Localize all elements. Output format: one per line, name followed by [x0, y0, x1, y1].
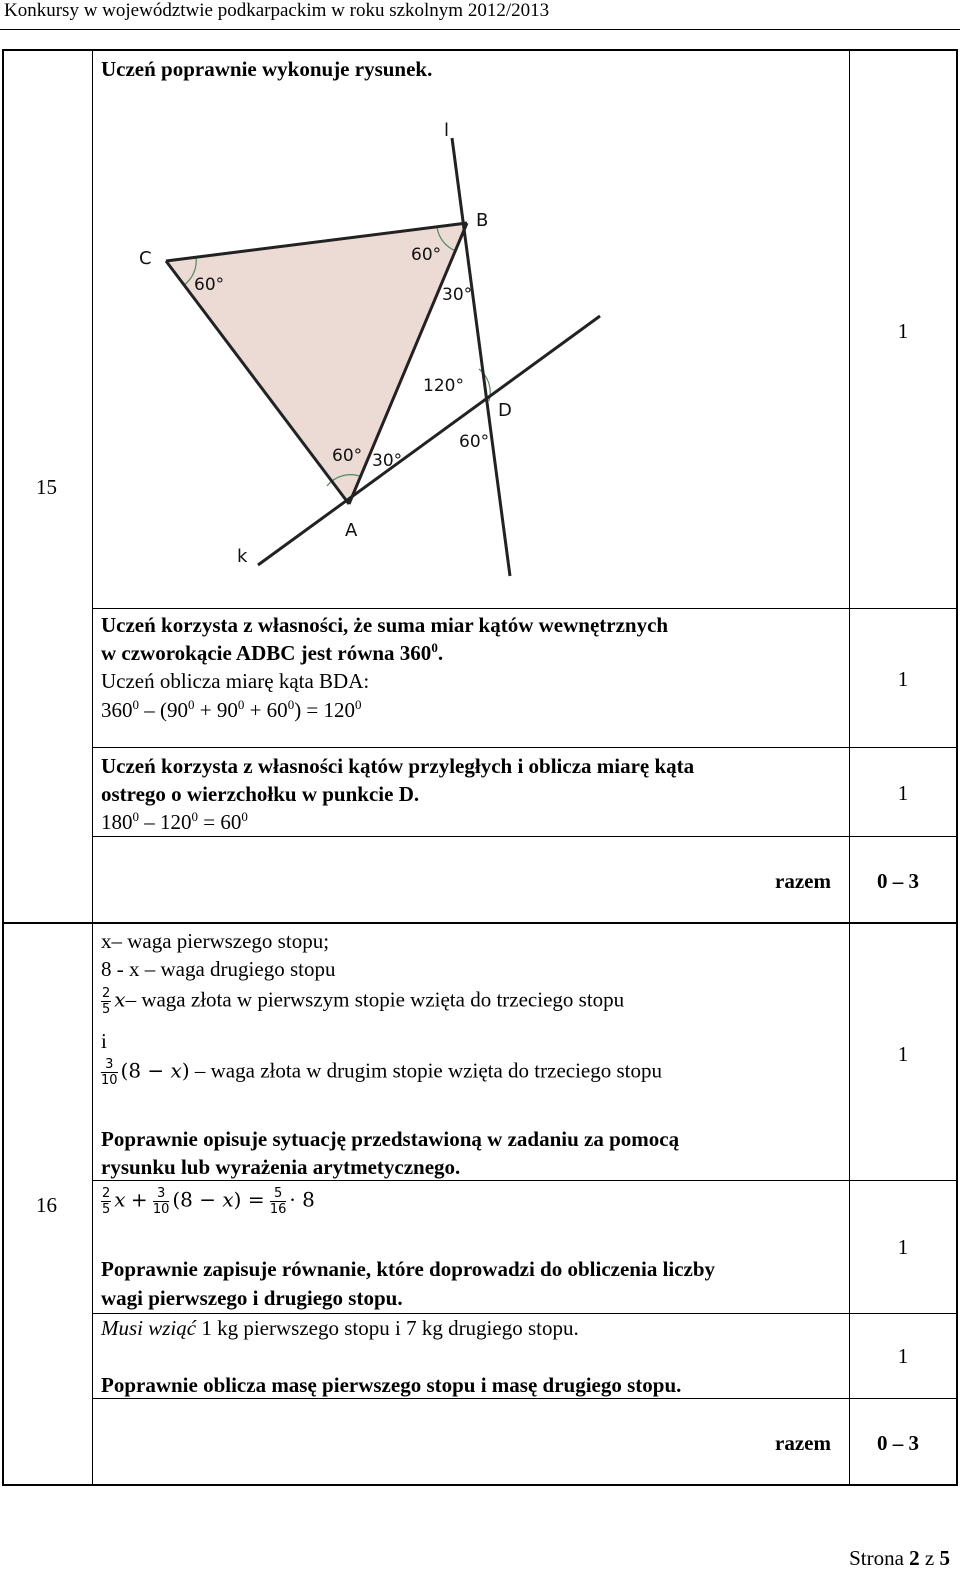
angle-c-60: 60° [194, 275, 225, 295]
label-c: C [139, 248, 152, 269]
task-15-draw-points: 1 [897, 319, 909, 343]
task-15-step3-line2: ostrego o wierzchołku w punkcie D. [101, 782, 420, 806]
task-15-razem-label: razem [775, 869, 831, 893]
task-15-step2-points: 1 [897, 667, 909, 691]
task-16-step5-line1: Poprawnie oblicza masę pierwszego stopu i masę drugiego stopu. [101, 1373, 682, 1397]
task-16-step2-line2: rysunku lub wyrażenia arytmetycznego. [101, 1155, 461, 1179]
task-16-line2: 8 - x – waga drugiego stopu [101, 957, 336, 981]
task-16-razem-value: 0 – 3 [877, 1431, 919, 1455]
fraction-2-5: $\frac{2}{5}$ [102, 986, 111, 1017]
task-16-line1: x– waga pierwszego stopu; [101, 929, 330, 953]
task-15-step3-points: 1 [897, 781, 909, 805]
label-a: A [345, 520, 358, 541]
task-15-razem-value: 0 – 3 [877, 869, 919, 893]
task-16-line5: $\frac{3}{10}$ (8 − 𝑥) – waga złota w drugim stopie wzięta do trzeciego stopu [101, 1057, 662, 1088]
header-divider [0, 29, 960, 30]
label-d: D [498, 400, 512, 421]
page-header: Konkursy w województwie podkarpackim w roku szkolnym 2012/2013 [4, 0, 550, 21]
task-15-step3-equation: $180^0 - 120^0 = 60^0$ [101, 809, 248, 834]
angle-b-30: 30° [442, 285, 473, 305]
task-15-step3-line1: Uczeń korzysta z własności kątów przyległych i oblicza miarę kąta [101, 754, 695, 778]
label-l: l [444, 120, 450, 141]
task-16-step4: Musi wziąć 1 kg pierwszego stopu i 7 kg drugiego stopu. [101, 1316, 579, 1340]
label-b: B [476, 210, 489, 231]
angle-d-120: 120° [423, 376, 464, 396]
task-15-step2-line3: Uczeń oblicza miarę kąta BDA: [101, 669, 370, 693]
task-16-step3-line2: wagi pierwszego i drugiego stopu. [101, 1286, 403, 1310]
task-16-step2-points: 1 [897, 1235, 909, 1259]
task-16-step3-line1: Poprawnie zapisuje równanie, które doprowadzi do obliczenia liczby [101, 1257, 716, 1281]
task-16-line3: $\frac{2}{5}$ 𝑥– waga złota w pierwszym stopie wzięta do trzeciego stopu [102, 986, 625, 1017]
task-15-step2-equation: $360^0 - (90^0 + 90^0 + 60^0) = 120^0$ [101, 697, 362, 722]
task-16-razem-label: razem [775, 1431, 831, 1455]
line-l [452, 138, 510, 576]
task-16-step2-line1: Poprawnie opisuje sytuację przedstawioną w zadaniu za pomocą [101, 1127, 680, 1151]
task-16-line4: i [101, 1029, 107, 1053]
angle-a-30: 30° [372, 451, 403, 471]
task-15-draw-heading: Uczeń poprawnie wykonuje rysunek. [101, 57, 433, 81]
label-k: k [237, 546, 248, 567]
angle-b-60: 60° [411, 245, 442, 265]
fraction-3-10: $\frac{3}{10}$ [101, 1057, 118, 1088]
task-15-step2-line1: Uczeń korzysta z własności, że suma miar kątów wewnętrznych [101, 613, 669, 637]
page-footer: Strona 2 z 5 [849, 1546, 950, 1570]
angle-d-60: 60° [459, 432, 490, 452]
task-15-number: 15 [36, 475, 57, 499]
task-16-step4-points: 1 [897, 1344, 909, 1368]
angle-a-60: 60° [332, 446, 363, 466]
task-16-step1-points: 1 [897, 1042, 909, 1066]
task-16-equation: $\frac{2}{5}$ 𝑥 + $\frac{3}{10}$ (8 − 𝑥) = $\frac{5}{16}$ · 8 [102, 1186, 315, 1217]
geometry-figure [100, 110, 620, 590]
task-15-step2-line2: w czworokącie ADBC jest równa $360^0$. [101, 640, 444, 665]
task-16-number: 16 [36, 1193, 57, 1217]
